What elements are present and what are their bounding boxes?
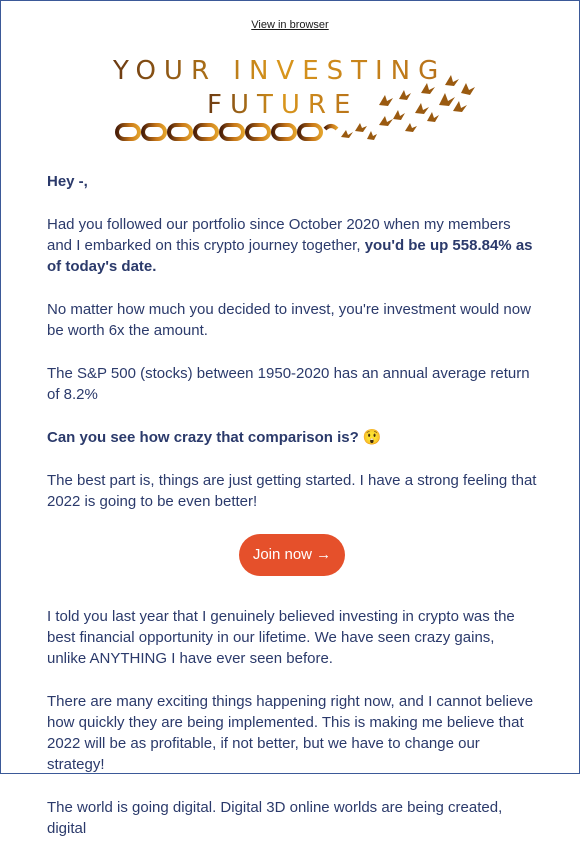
paragraph-best-part: The best part is, things are just getting started. I have a strong feeling that 2022 is going to be even better! [47,472,537,510]
logo-line1: YOUR INVESTING [113,56,447,86]
logo-line2: FUTURE [207,90,359,120]
paragraph-last-year: I told you last year that I genuinely believed investing in crypto was the best financial opportunity in our lifetime. We have seen crazy gains, unlike ANYTHING I have ever seen before. [47,608,515,667]
email-body [47,171,537,861]
paragraph-investment: No matter how much you decided to invest, you're investment would now be worth 6x the amount. [47,301,531,339]
chain-icon [117,125,337,139]
join-now-button[interactable]: Join now → [239,534,345,576]
paragraph-exciting: There are many exciting things happening right now, and I cannot believe how quickly they are being implemented. This is making me believe that 2022 will be as profitable, if not better, but we have to change our strategy! [47,693,534,773]
paragraph-portfolio-highlight: you'd be up 558.84% as of today's date. [47,237,533,275]
paragraph-portfolio [47,214,537,277]
paragraph-portfolio-text: Had you followed our portfolio since October 2020 when my members and I embarked on this crypto journey together, [47,216,511,254]
paragraph-digital: The world is going digital. Digital 3D online worlds are being created, digital [47,799,503,837]
your-investing-future-logo [109,49,479,149]
view-in-browser-link[interactable]: View in browser [251,19,329,31]
paragraph-sp500: The S&P 500 (stocks) between 1950-2020 has an annual average return of 8.2% [47,365,530,403]
comparison-question: Can you see how crazy that comparison is? 😲 [47,429,382,446]
cta-container [47,534,537,576]
paragraph-comparison [47,427,537,448]
greeting: Hey -, [47,173,88,190]
